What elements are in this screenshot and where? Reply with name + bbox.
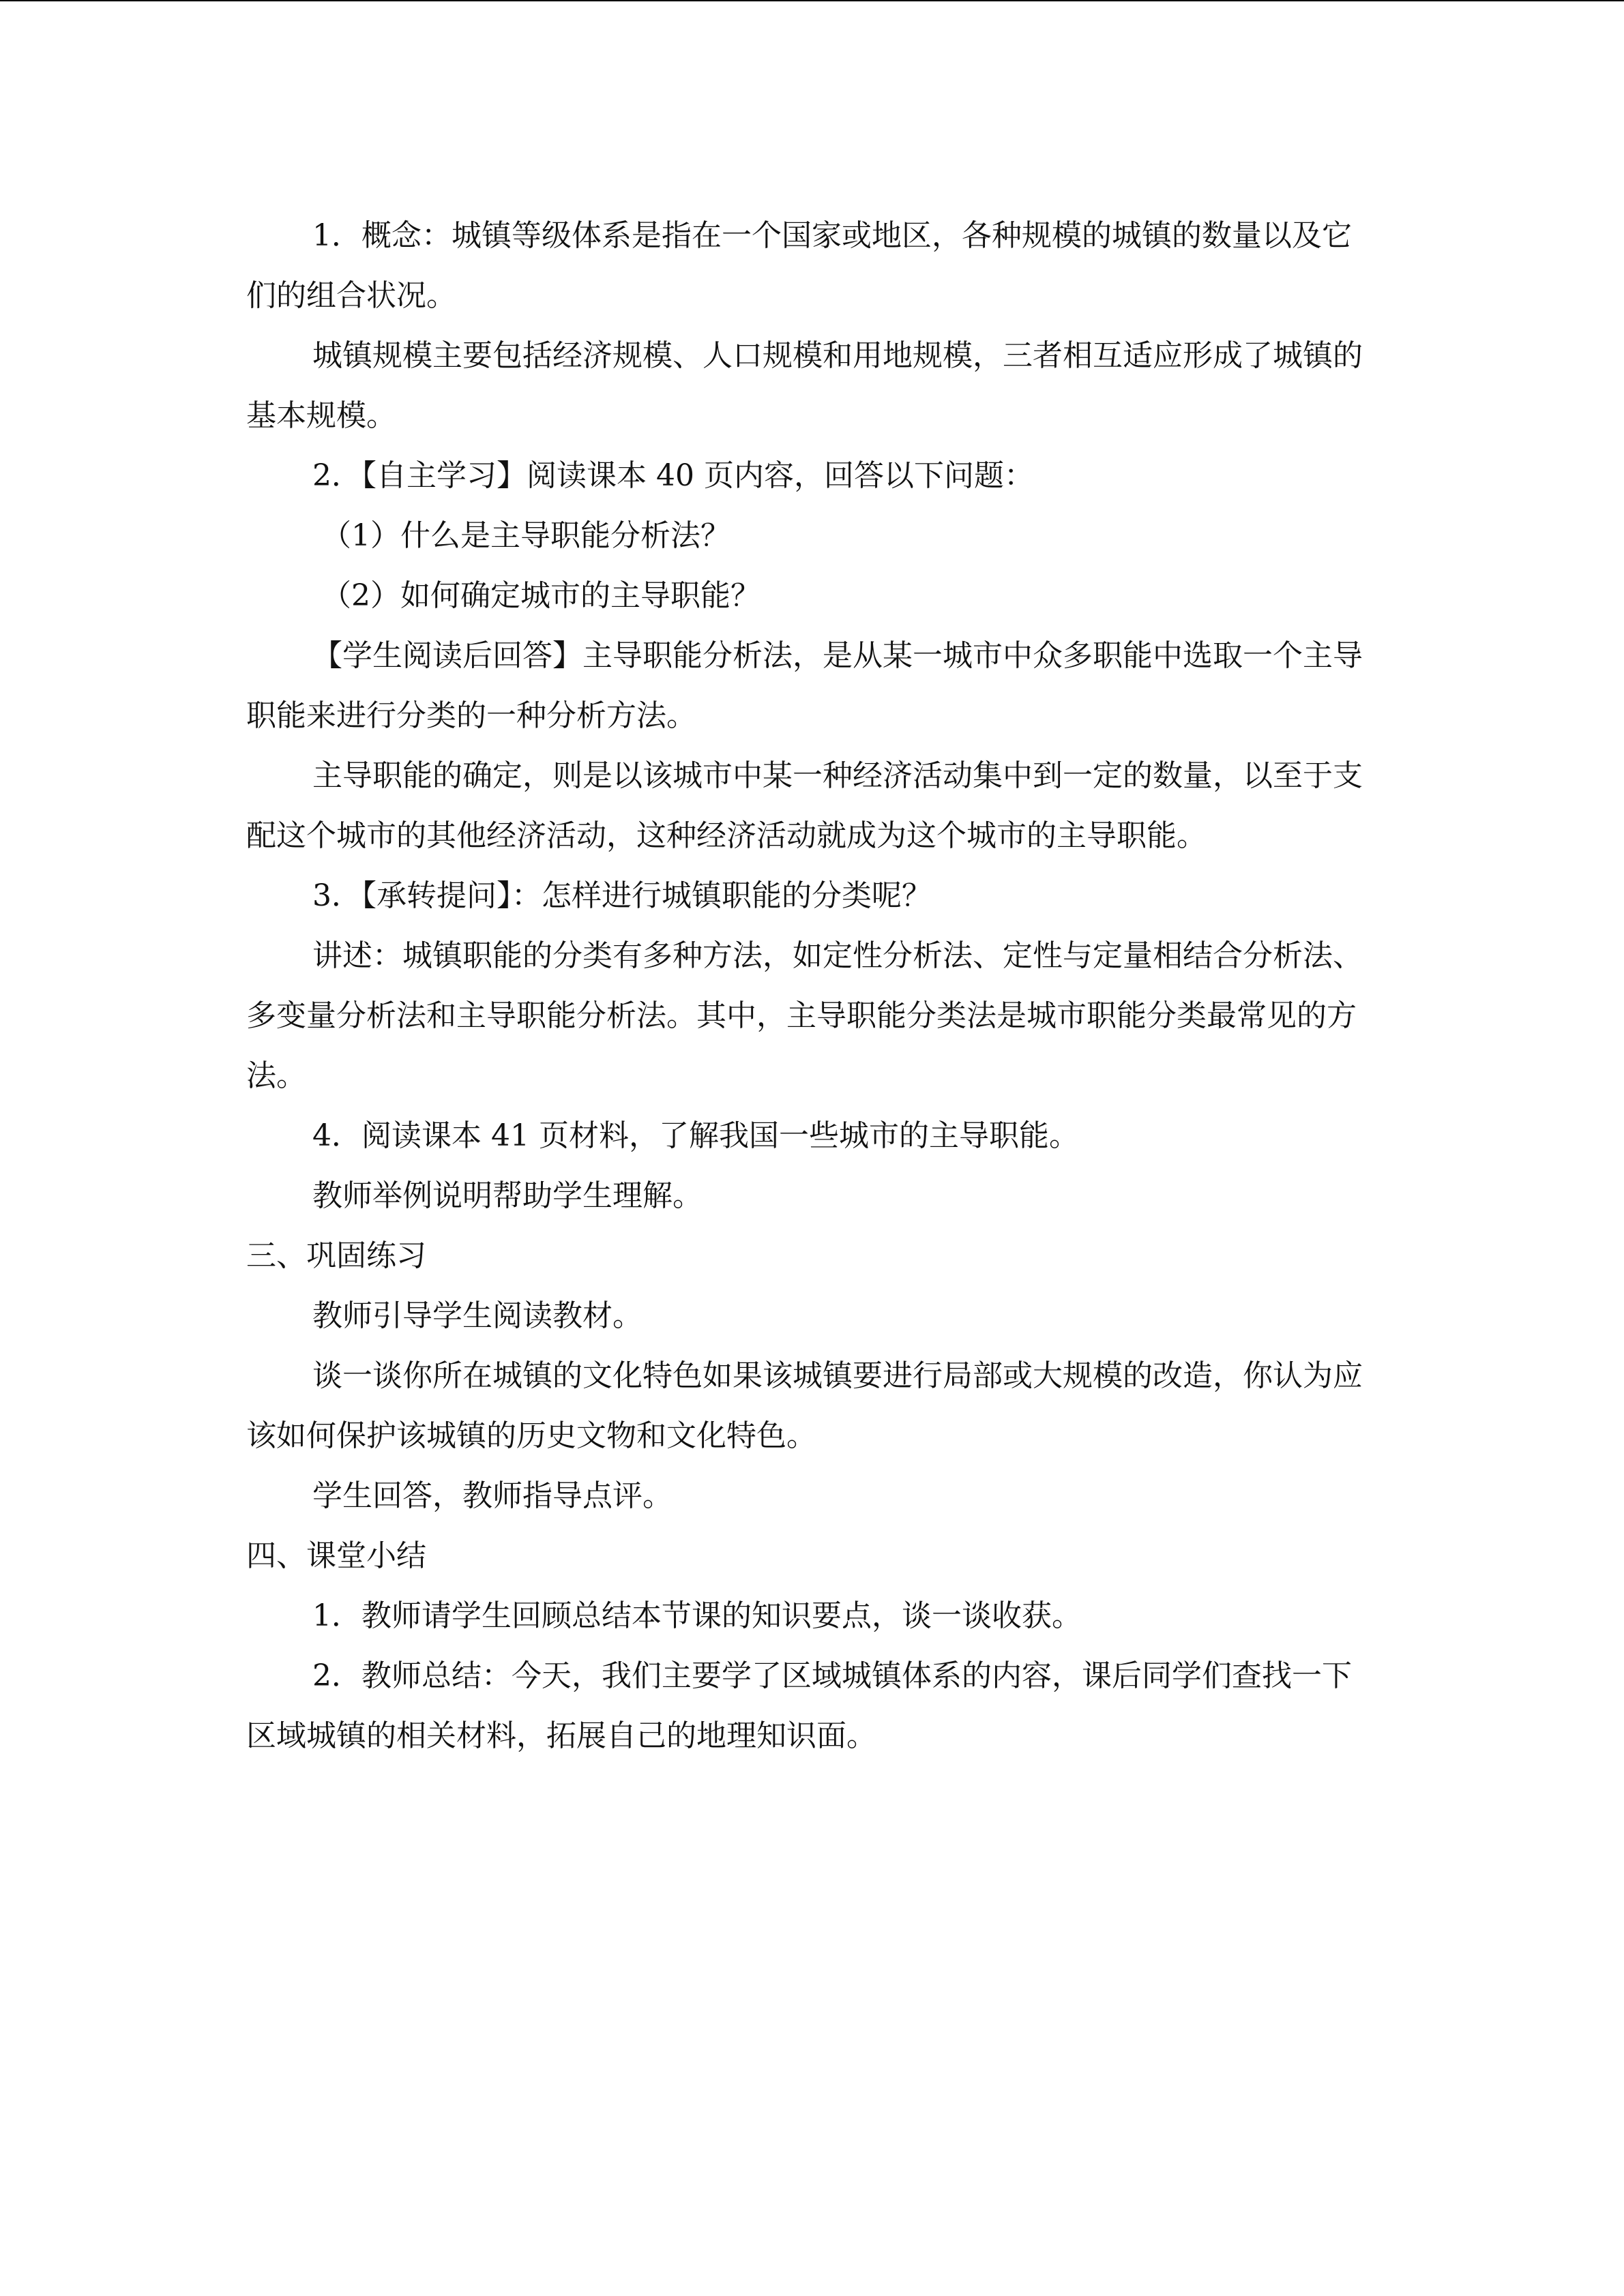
question-2: （2）如何确定城市的主导职能？: [321, 578, 761, 613]
paragraph-reading: 4．阅读课本 41 页材料，了解我国一些城市的主导职能。: [312, 1118, 1079, 1153]
paragraph-concept: 1．概念：城镇等级体系是指在一个国家或地区，各种规模的城镇的数量以及它们的组合状况。: [246, 218, 1352, 313]
paragraph-scale: 城镇规模主要包括经济规模、人口规模和用地规模，三者相互适应形成了城镇的基本规模。: [246, 338, 1363, 433]
section-heading-practice: 三、巩固练习: [246, 1238, 426, 1273]
question-1: （1）什么是主导职能分析法？: [321, 518, 730, 553]
paragraph-student-response: 学生回答，教师指导点评。: [312, 1478, 673, 1513]
document-body: [246, 206, 1378, 1766]
paragraph-teacher-guide: 教师引导学生阅读教材。: [312, 1298, 643, 1333]
paragraph-self-study: 2．【自主学习】阅读课本 40 页内容，回答以下问题：: [312, 458, 1034, 493]
paragraph-explanation: 讲述：城镇职能的分类有多种方法，如定性分析法、定性与定量相结合分析法、多变量分析法和主导职能分析法。其中，主导职能分类法是城市职能分类最常见的方法。: [246, 938, 1363, 1093]
paragraph-student-answer: 【学生阅读后回答】主导职能分析法，是从某一城市中众多职能中选取一个主导职能来进行分类的一种分析方法。: [246, 638, 1363, 733]
paragraph-teacher-example: 教师举例说明帮助学生理解。: [312, 1178, 703, 1213]
paragraph-conclusion: 2．教师总结：今天，我们主要学了区域城镇体系的内容，课后同学们查找一下区域城镇的相关材料，拓展自己的地理知识面。: [246, 1658, 1352, 1753]
section-heading-summary: 四、课堂小结: [246, 1538, 426, 1573]
paragraph-discussion: 谈一谈你所在城镇的文化特色如果该城镇要进行局部或大规模的改造，你认为应该如何保护该城镇的历史文物和文化特色。: [246, 1358, 1363, 1453]
paragraph-transition-question: 3．【承转提问】：怎样进行城镇职能的分类呢？: [312, 878, 932, 913]
paragraph-review: 1．教师请学生回顾总结本节课的知识要点，谈一谈收获。: [312, 1598, 1082, 1633]
paragraph-dominant-function: 主导职能的确定，则是以该城市中某一种经济活动集中到一定的数量，以至于支配这个城市的其他经济活动，这种经济活动就成为这个城市的主导职能。: [246, 758, 1363, 853]
